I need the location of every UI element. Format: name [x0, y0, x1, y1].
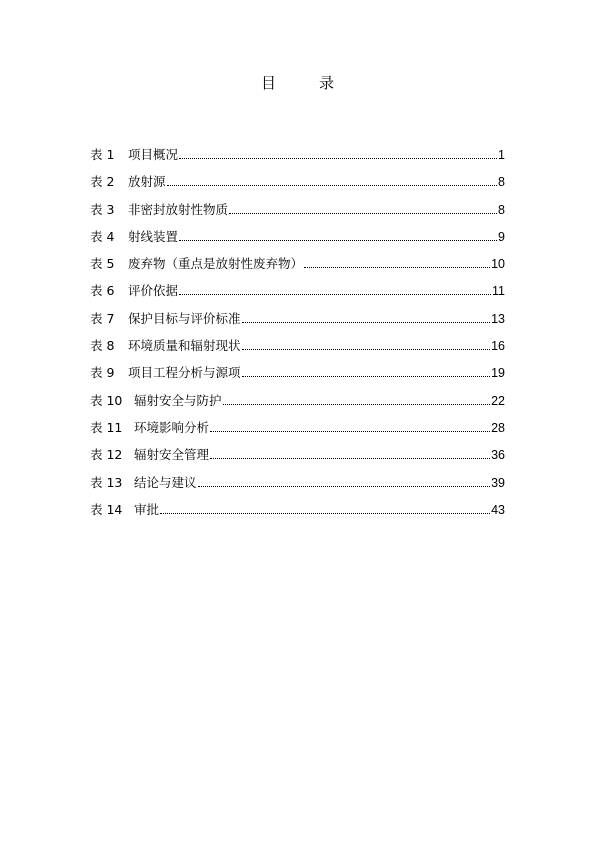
toc-entry-page: 19	[491, 366, 505, 381]
dot-leader	[179, 157, 497, 159]
toc-entry-page: 43	[491, 502, 505, 517]
dot-leader	[179, 239, 497, 241]
toc-entry-label: 表 13	[90, 474, 123, 490]
dot-leader	[210, 430, 490, 432]
toc-entry-label: 表 3	[90, 201, 115, 217]
toc-entry-title: 评价依据	[128, 283, 179, 299]
dot-leader	[198, 485, 491, 487]
toc-entry[interactable]	[90, 201, 505, 228]
toc-entry-title: 射线装置	[128, 228, 179, 244]
toc-entry[interactable]	[90, 146, 505, 173]
toc-entry-label: 表 6	[90, 283, 115, 299]
toc-entry[interactable]	[90, 446, 505, 473]
toc-entry[interactable]	[90, 337, 505, 364]
dot-leader	[242, 348, 491, 350]
toc-entry-page: 8	[498, 202, 505, 217]
toc-entry[interactable]	[90, 310, 505, 337]
toc-entry-label: 表 10	[90, 392, 123, 408]
toc-entry-page: 11	[492, 284, 505, 299]
toc-entry-page: 9	[498, 229, 505, 244]
toc-entry-page: 16	[491, 339, 505, 354]
toc-entry-title: 环境质量和辐射现状	[128, 338, 241, 354]
toc-title: 目 录	[260, 74, 348, 92]
toc-entry[interactable]	[90, 364, 505, 391]
dot-leader	[179, 293, 491, 295]
toc-entry-title: 非密封放射性物质	[128, 201, 229, 217]
toc-entry-title: 项目工程分析与源项	[128, 365, 241, 381]
toc-list	[90, 146, 505, 528]
toc-entry-label: 表 5	[90, 256, 115, 272]
toc-entry-title: 废弃物（重点是放射性废弃物）	[128, 256, 304, 272]
toc-entry-label: 表 14	[90, 501, 123, 517]
toc-entry-label: 表 1	[90, 147, 115, 162]
toc-entry-page: 13	[491, 311, 505, 326]
toc-entry-label: 表 11	[90, 419, 123, 435]
dot-leader	[304, 266, 490, 268]
toc-entry[interactable]	[90, 282, 505, 309]
toc-entry-page: 10	[491, 257, 505, 272]
dot-leader	[242, 375, 491, 377]
toc-entry-title: 保护目标与评价标准	[128, 310, 241, 326]
toc-entry-page: 22	[491, 393, 505, 408]
toc-entry-title: 辐射安全与防护	[134, 392, 222, 408]
toc-entry-label: 表 8	[90, 338, 115, 354]
toc-entry[interactable]	[90, 173, 505, 200]
dot-leader	[160, 512, 490, 514]
toc-entry-label: 表 4	[90, 228, 115, 244]
toc-entry-page: 28	[491, 420, 505, 435]
toc-entry[interactable]	[90, 255, 505, 282]
toc-entry-label: 表 2	[90, 174, 115, 190]
toc-entry-page: 36	[491, 448, 505, 463]
toc-entry-title: 放射源	[128, 174, 166, 190]
toc-entry-title: 审批	[134, 501, 160, 517]
toc-entry-title: 项目概况	[128, 147, 179, 162]
dot-leader	[210, 457, 490, 459]
toc-entry[interactable]	[90, 392, 505, 419]
toc-entry[interactable]	[90, 501, 505, 528]
dot-leader	[223, 403, 491, 405]
toc-entry-title: 结论与建议	[134, 474, 197, 490]
toc-entry-title: 环境影响分析	[134, 419, 210, 435]
dot-leader	[242, 321, 491, 323]
toc-entry-label: 表 9	[90, 365, 115, 381]
toc-entry-page: 1	[498, 148, 505, 162]
dot-leader	[229, 212, 497, 214]
toc-entry[interactable]	[90, 474, 505, 501]
toc-entry-label: 表 7	[90, 310, 115, 326]
toc-entry-page: 39	[491, 475, 505, 490]
toc-entry[interactable]	[90, 419, 505, 446]
toc-entry-page: 8	[498, 175, 505, 190]
dot-leader	[167, 184, 498, 186]
toc-entry-title: 辐射安全管理	[134, 447, 210, 463]
toc-entry[interactable]	[90, 228, 505, 255]
toc-entry-label: 表 12	[90, 447, 123, 463]
